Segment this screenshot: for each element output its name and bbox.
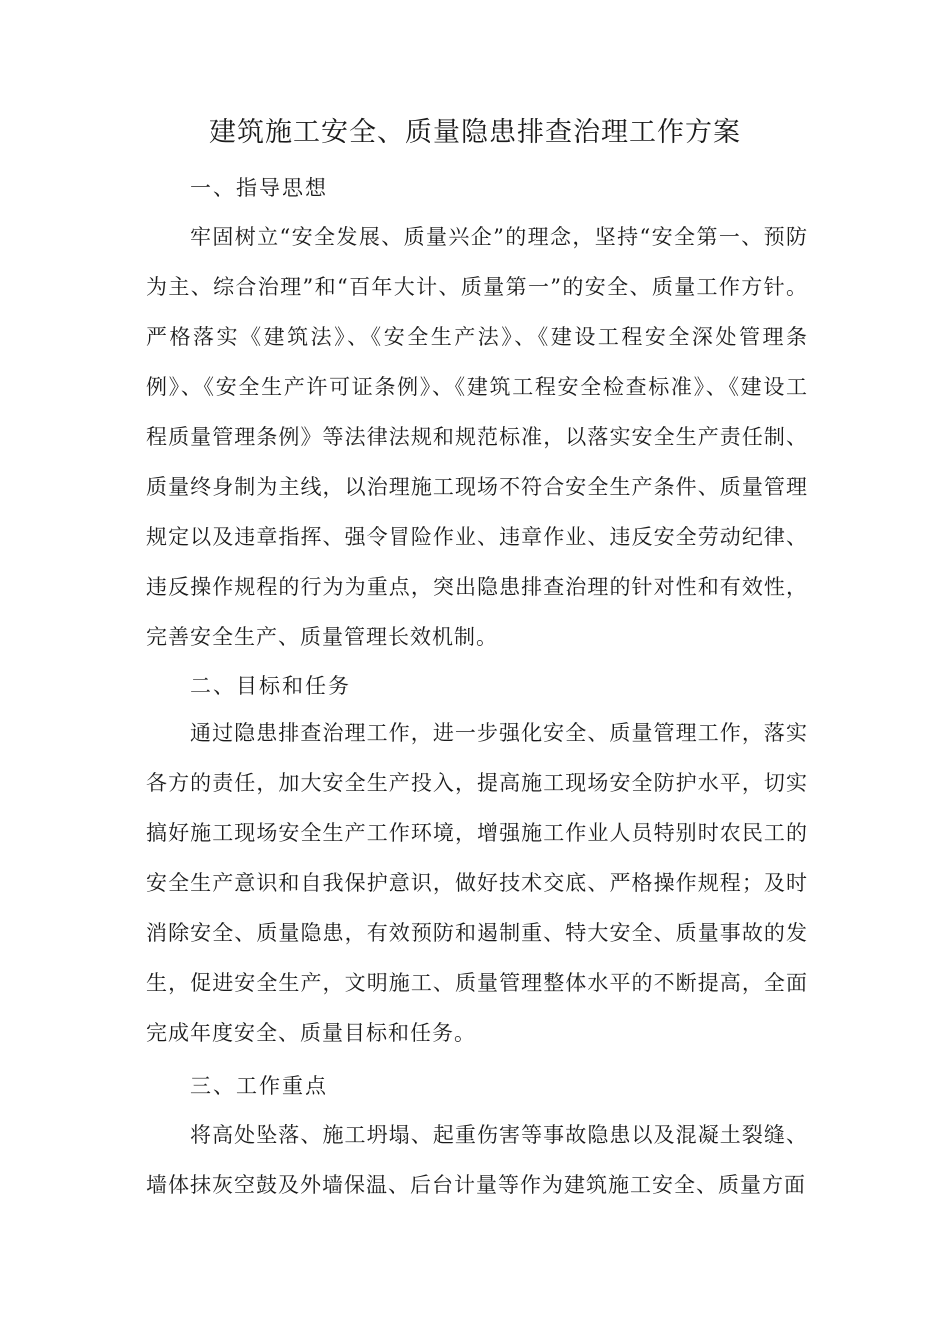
section-heading-guiding-ideology: 一、指导思想 [190,176,328,200]
section-paragraph-goals-tasks: 通过隐患排查治理工作，进一步强化安全、质量管理工作，落实各方的责任，加大安全生产投入，提高施工现场安全防护水平，切实搞好施工现场安全生产工作环境，增强施工作业人员特别时农民工的安全生产意识和自我保护意识，做好技术交底、严格操作规程；及时消除安全、质量隐患，有效预防和遏制重、特大安全、质量事故的发生，促进安全生产，文明施工、质量管理整体水平的不断提高，全面完成年度安全、质量目标和任务。 [146,721,808,1045]
document-title: 建筑施工安全、质量隐患排查治理工作方案 [209,117,741,148]
section-paragraph-guiding-ideology: 牢固树立“安全发展、质量兴企”的理念，坚持“安全第一、预防为主、综合治理”和“百年大计、质量第一”的安全、质量工作方针。严格落实《建筑法》、《安全生产法》、《建设工程安全深处管理条例》、《安全生产许可证条例》、《建筑工程安全检查标准》、《建设工程质量管理条例》等法律法规和规范标准，以落实安全生产责任制、质量终身制为主线，以治理施工现场不符合安全生产条件、质量管理规定以及违章指挥、强令冒险作业、违章作业、违反安全劳动纪律、违反操作规程的行为为重点，突出隐患排查治理的针对性和有效性，完善安全生产、质量管理长效机制。 [146,225,808,649]
section-heading-work-focus: 三、工作重点 [190,1074,328,1098]
section-paragraph-work-focus: 将高处坠落、施工坍塌、起重伤害等事故隐患以及混凝土裂缝、墙体抹灰空鼓及外墙保温、后台计量等作为建筑施工安全、质量方面 [146,1123,808,1197]
section-heading-goals-tasks: 二、目标和任务 [190,674,351,698]
